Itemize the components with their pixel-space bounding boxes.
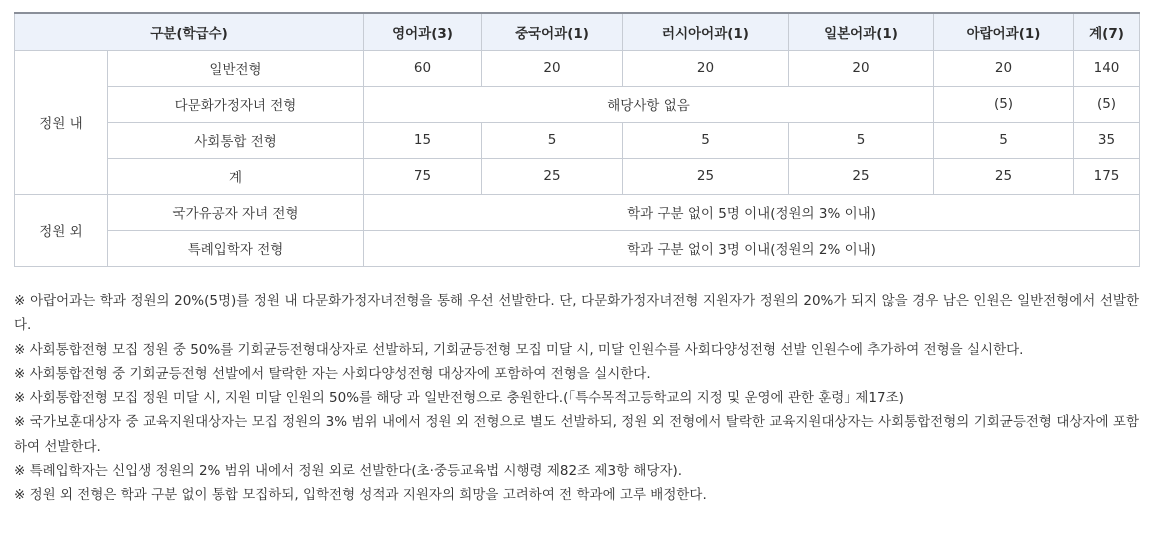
- cell-merged-limit: 학과 구분 없이 3명 이내(정원의 2% 이내): [364, 230, 1140, 266]
- cell-merged-not-applicable: 해당사항 없음: [364, 86, 934, 122]
- cell-total: 175: [1074, 158, 1140, 194]
- cell-japanese: 5: [789, 122, 934, 158]
- header-english: 영어과(3): [364, 13, 482, 50]
- admission-quota-table-container: [14, 12, 1139, 267]
- table-header-row: [15, 13, 1140, 50]
- table-row: [15, 50, 1140, 86]
- cell-arabic: (5): [934, 86, 1074, 122]
- cell-total: 35: [1074, 122, 1140, 158]
- cell-arabic: 25: [934, 158, 1074, 194]
- row-label: 특례입학자 전형: [108, 230, 364, 266]
- group-out-quota: 정원 외: [15, 194, 108, 266]
- cell-russian: 20: [623, 50, 789, 86]
- note-item: ※ 아랍어과는 학과 정원의 20%(5명)를 정원 내 다문화가정자녀전형을 통해 우선 선발한다. 단, 다문화가정자녀전형 지원자가 정원의 20%가 되지 않을 경우 남은 인원은 일반전형에서 선발한다.: [14, 293, 1139, 334]
- table-row: [15, 194, 1140, 230]
- note-item: ※ 사회통합전형 모집 정원 중 50%를 기회균등전형대상자로 선발하되, 기회균등전형 모집 미달 시, 미달 인원수를 사회다양성전형 선발 인원수에 추가하여 전형을 실시한다.: [14, 341, 1024, 358]
- cell-total: 140: [1074, 50, 1140, 86]
- note-item: ※ 정원 외 전형은 학과 구분 없이 통합 모집하되, 입학전형 성적과 지원자의 희망을 고려하여 전 학과에 고루 배정한다.: [14, 487, 707, 504]
- header-chinese: 중국어과(1): [482, 13, 623, 50]
- row-label: 일반전형: [108, 50, 364, 86]
- row-label: 사회통합 전형: [108, 122, 364, 158]
- cell-japanese: 25: [789, 158, 934, 194]
- note-item: ※ 사회통합전형 모집 정원 미달 시, 지원 미달 인원의 50%를 해당 과 일반전형으로 충원한다.(｢특수목적고등학교의 지정 및 운영에 관한 훈령｣ 제17조): [14, 390, 904, 407]
- header-japanese: 일본어과(1): [789, 13, 934, 50]
- cell-english: 15: [364, 122, 482, 158]
- table-row: [15, 230, 1140, 266]
- table-row: [15, 122, 1140, 158]
- cell-total: (5): [1074, 86, 1140, 122]
- header-total: 계(7): [1074, 13, 1140, 50]
- cell-english: 75: [364, 158, 482, 194]
- note-item: ※ 특례입학자는 신입생 정원의 2% 범위 내에서 정원 외로 선발한다(초·중등교육법 시행령 제82조 제3항 해당자).: [14, 463, 683, 480]
- row-label: 다문화가정자녀 전형: [108, 86, 364, 122]
- cell-arabic: 5: [934, 122, 1074, 158]
- row-label: 국가유공자 자녀 전형: [108, 194, 364, 230]
- cell-english: 60: [364, 50, 482, 86]
- note-item: ※ 국가보훈대상자 중 교육지원대상자는 모집 정원의 3% 범위 내에서 정원 외 전형으로 별도 선발하되, 정원 외 전형에서 탈락한 교육지원대상자는 사회통합전형의 기회균등전형 대상자에 포함하여 선발한다.: [14, 414, 1139, 455]
- header-russian: 러시아어과(1): [623, 13, 789, 50]
- cell-russian: 5: [623, 122, 789, 158]
- row-label: 계: [108, 158, 364, 194]
- cell-russian: 25: [623, 158, 789, 194]
- cell-chinese: 20: [482, 50, 623, 86]
- table-row: [15, 158, 1140, 194]
- admission-quota-table: [14, 12, 1140, 267]
- admission-notes: [14, 289, 1139, 508]
- note-item: ※ 사회통합전형 중 기회균등전형 선발에서 탈락한 자는 사회다양성전형 대상자에 포함하여 전형을 실시한다.: [14, 365, 651, 382]
- header-category: 구분(학급수): [15, 13, 364, 50]
- header-arabic: 아랍어과(1): [934, 13, 1074, 50]
- cell-japanese: 20: [789, 50, 934, 86]
- cell-arabic: 20: [934, 50, 1074, 86]
- cell-chinese: 5: [482, 122, 623, 158]
- table-row: [15, 86, 1140, 122]
- group-in-quota: 정원 내: [15, 50, 108, 194]
- cell-chinese: 25: [482, 158, 623, 194]
- cell-merged-limit: 학과 구분 없이 5명 이내(정원의 3% 이내): [364, 194, 1140, 230]
